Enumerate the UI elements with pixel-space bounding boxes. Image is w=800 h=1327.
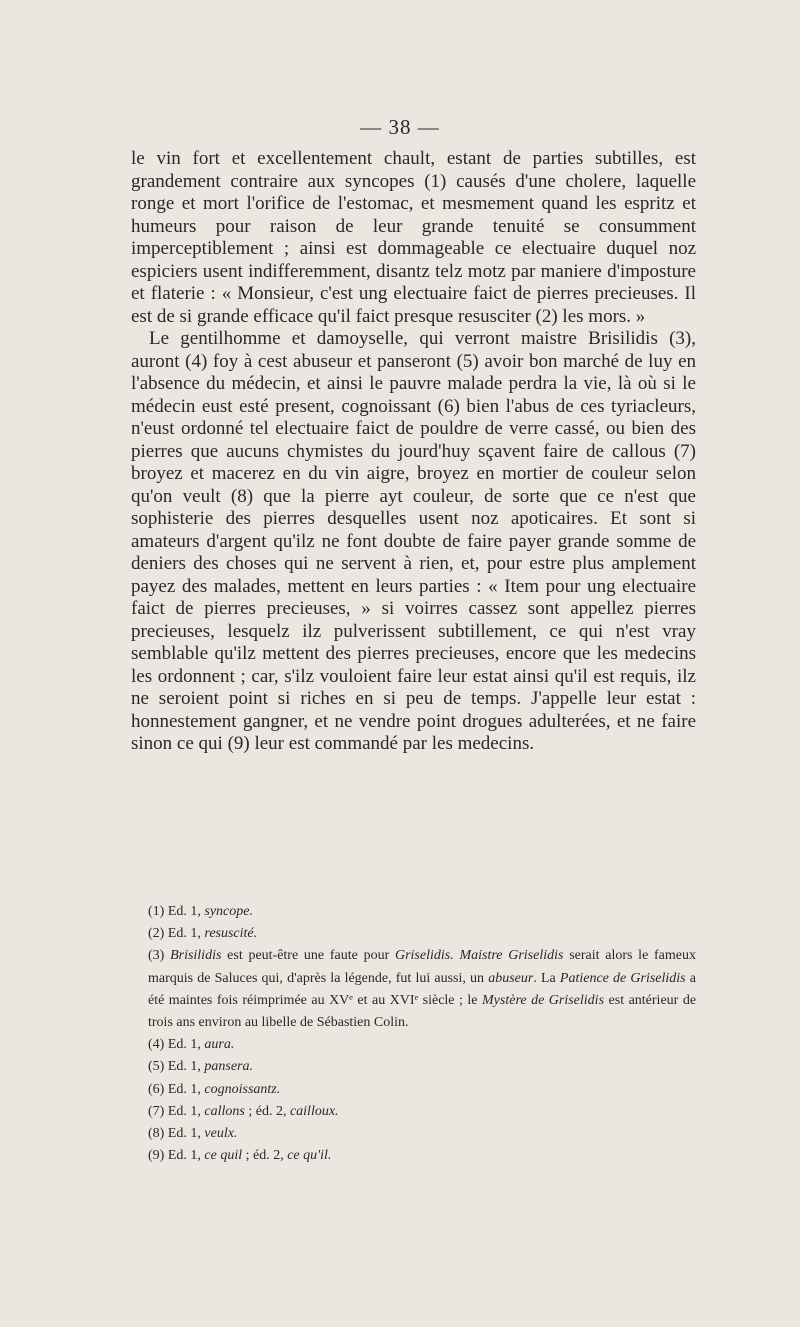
footnote-8: (8) Ed. 1, veulx. [148,1126,238,1142]
footnote-1: (1) Ed. 1, syncope. [148,904,253,919]
footnote-7: (7) Ed. 1, callons ; éd. 2, cailloux. [148,1103,339,1119]
paragraph: Le gentilhomme et damoyselle, qui verront maistre Brisilidis (3), auront (4) foy à cest abuseur et panseront (5) avoir bon marché de luy en l'absence du médecin, et ainsi le pauvre malade perdra la vie, là où si le médecin eust esté present, cognoissant (6) bien l'abus de ces tyriacleurs, n'eust ordonné tel electuaire faict de pouldre de verre cassé, ou bien des pierres que aucuns chymistes du jourd'huy sçavent faire de callous (7) broyez et macerez en du vin aigre, broyez en mortier de couleur selon qu'on veult (8) que la pierre ayt couleur, de sorte que ce n'est que sophisterie des pierres desquelles usent noz apoticaires. Et sont si amateurs d'argent qu'ilz ne font doubte de faire payer grande somme de deniers des choses qui ne servent à rien, et, pour estre plus amplement payez des malades, mettent en leurs parties : « Item pour ung electuaire faict de pierres precieuses, » si voirres cassez sont appellez pierres precieuses, lesquelz ilz pulverissent subtillement, ce qui n'est vray semblable qu'ilz mettent des pierres precieuses, encore que les medecins les ordonnent ; car, s'ilz vouloient faire leur estat ainsi qu'il est requis, ilz ne seroient point si riches en si peu de temps. J'appelle leur estat : honnestement gangner, et ne vendre point drogues adulterées, et ne faire sinon ce qui (9) leur est commandé par les medecins. [131,328,696,754]
footnote-2: (2) Ed. 1, resuscité. [148,926,258,942]
footnote-5: (5) Ed. 1, pansera. [148,1059,254,1075]
footnote-6: (6) Ed. 1, cognoissantz. [148,1081,281,1097]
main-text [131,148,696,756]
footnote-3: (3) Brisilidis est peut-être une faute pour Griselidis. Maistre Griselidis serait alors le fameux marquis de Saluces qui, d'après la légende, fut lui aussi, un abuseur. La Patience de Griselidis a été maintes fois réimprimée au XVᵉ et au XVIᵉ siècle ; le Mystère de Griselidis est antérieur de trois ans environ au libelle de Sébastien Colin. [148,948,697,1031]
footnotes [131,901,696,1167]
page-number: — 38 — [360,115,440,139]
paragraph: le vin fort et excellentement chault, estant de parties subtilles, est grandement contraire aux syncopes (1) causés d'une cholere, laquelle ronge et mort l'orifice de l'estomac, et mesmement quand les espritz et humeurs pour raison de leur grande tenuité se consumment imperceptiblement ; ainsi est dommageable ce electuaire duquel noz espiciers usent indifferemment, disantz telz motz par maniere d'imposture et flaterie : « Monsieur, c'est ung electuaire faict de pierres precieuses. Il est de si grande efficace qu'il faict presque resusciter (2) les mors. » [131,148,696,327]
footnote-9: (9) Ed. 1, ce quil ; éd. 2, ce qu'il. [148,1148,332,1164]
footnote-4: (4) Ed. 1, aura. [148,1037,235,1053]
